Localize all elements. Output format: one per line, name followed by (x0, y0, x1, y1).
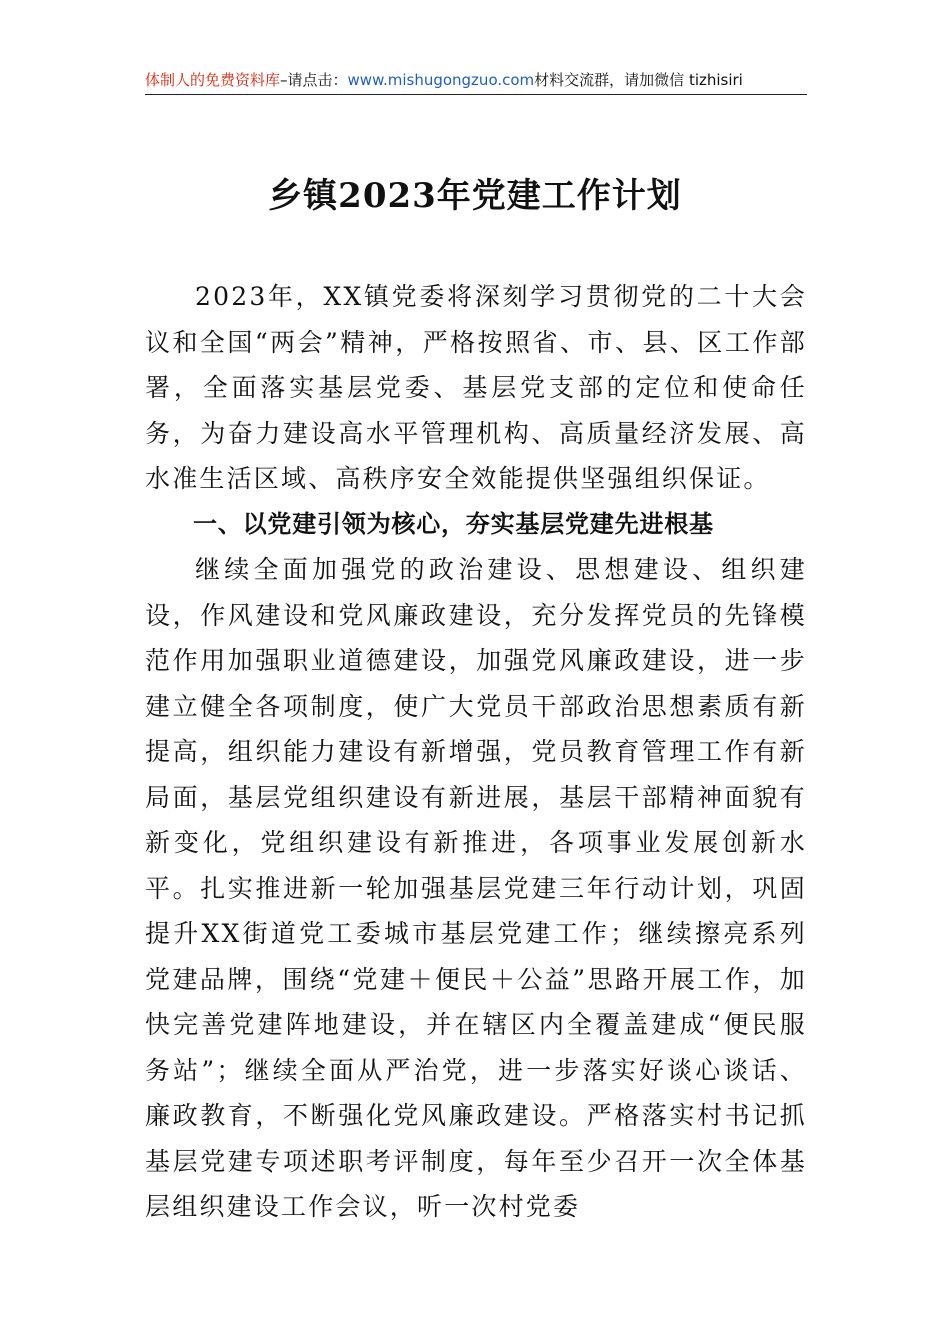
document-title: 乡镇2023年党建工作计划 (268, 176, 682, 216)
header-contact: 材料交流群，请加微信 tizhisiri (534, 71, 743, 89)
page-header (145, 70, 807, 95)
document-body (145, 274, 807, 1230)
header-site-name: 体制人的免费资料库 (145, 71, 281, 89)
header-url-link[interactable]: www.mishugongzuo.com (347, 71, 535, 89)
header-prompt: –请点击： (280, 71, 348, 89)
section-heading: 一、以党建引领为核心，夯实基层党建先进根基 (193, 509, 714, 538)
section-paragraph: 继续全面加强党的政治建设、思想建设、组织建设，作风建设和党风廉政建设，充分发挥党员的先锋模范作用加强职业道德建设，加强党风廉政建设，进一步建立健全各项制度，使广大党员干部政治思想素质有新提高，组织能力建设有新增强，党员教育管理工作有新局面，基层党组织建设有新进展，基层干部精神面貌有新变化，党组织建设有新推进，各项事业发展创新水平。扎实推进新一轮加强基层党建三年行动计划，巩固提升XX街道党工委城市基层党建工作；继续擦亮系列党建品牌，围绕“党建＋便民＋公益”思路开展工作，加快完善党建阵地建设，并在辖区内全覆盖建成“便民服务站”；继续全面从严治党，进一步落实好谈心谈话、廉政教育，不断强化党风廉政建设。严格落实村书记抓基层党建专项述职考评制度，每年至少召开一次全体基层组织建设工作会议，听一次村党委 (145, 555, 807, 1221)
intro-paragraph: 2023年，XX镇党委将深刻学习贯彻党的二十大会议和全国“两会”精神，严格按照省、市、县、区工作部署，全面落实基层党委、基层党支部的定位和使命任务，为奋力建设高水平管理机构、高质量经济发展、高水准生活区域、高秩序安全效能提供坚强组织保证。 (145, 282, 807, 493)
